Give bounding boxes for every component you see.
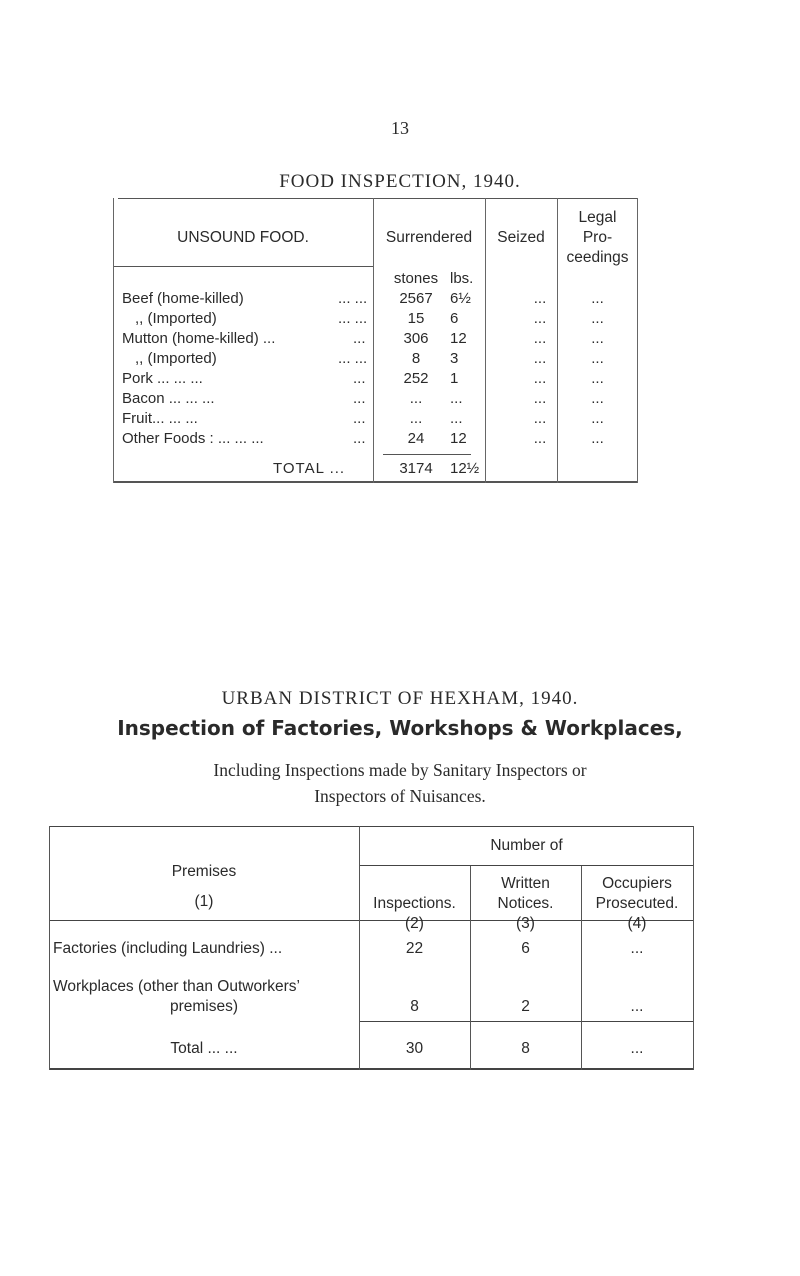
subtitle-line-2: Inspectors of Nuisances. (314, 786, 486, 806)
total-label: TOTAL ... (273, 460, 346, 477)
header-col4 (581, 874, 693, 934)
leader-dots: ... (353, 390, 366, 407)
row-label: Bacon ... ... ... (122, 390, 215, 407)
table-row (113, 390, 638, 410)
subtitle-line-1: Including Inspections made by Sanitary Inspectors or (213, 760, 587, 780)
total-stones: 3174 (399, 460, 433, 477)
row-label: Factories (including Laundries) ... (53, 940, 283, 957)
cell-lbs: 3 (450, 350, 459, 367)
total-rule (383, 454, 471, 455)
cell-lbs: 12 (450, 330, 467, 347)
cell-seized: ... (533, 410, 547, 427)
cell-seized: ... (533, 310, 547, 327)
cell-lbs: 6 (450, 310, 459, 327)
table-row (113, 430, 638, 450)
cell-legal: ... (591, 410, 604, 427)
header-rule (113, 266, 373, 267)
cell-lbs: ... (450, 390, 463, 407)
district-title: URBAN DISTRICT OF HEXHAM, 1940. (221, 688, 579, 709)
leader-dots: ... ... (338, 350, 368, 367)
total-inspections: 30 (405, 1040, 424, 1057)
table-row (113, 350, 638, 370)
header-col3 (470, 874, 581, 934)
units-row (113, 270, 638, 290)
cell-inspections: 8 (410, 998, 419, 1015)
factories-inspection-table (49, 826, 694, 1070)
table-row (113, 410, 638, 430)
row-label: Beef (home-killed) (122, 290, 244, 307)
header-number-of: Number of (490, 837, 563, 854)
cell-stones: ... (409, 390, 423, 407)
cell-legal: ... (591, 430, 604, 447)
header-written: Written (501, 875, 550, 892)
header-legal-line: Legal (578, 209, 617, 226)
row-label: Other Foods : ... ... ... (122, 430, 264, 447)
cell-lbs: 6½ (450, 290, 471, 307)
row-label: Pork ... ... ... (122, 370, 203, 387)
cell-legal: ... (591, 330, 604, 347)
food-inspection-table (113, 198, 638, 483)
header-col4-num: (4) (627, 915, 647, 932)
header-rule (359, 865, 694, 866)
leader-dots: ... (353, 410, 366, 427)
cell-stones: 306 (403, 330, 429, 347)
cell-stones: 2567 (399, 290, 433, 307)
header-legal (557, 208, 638, 268)
header-inspections: Inspections. (373, 895, 456, 912)
header-occupiers: Occupiers (602, 875, 672, 892)
row-label: ,, (Imported) (135, 350, 217, 367)
table-row (113, 310, 638, 330)
total-notices: 8 (521, 1040, 530, 1057)
header-col3-num: (3) (516, 915, 535, 932)
table-row (113, 290, 638, 310)
total-rule (359, 1021, 694, 1022)
cell-seized: ... (533, 390, 547, 407)
row-label: Mutton (home-killed) ... (122, 330, 276, 347)
cell-legal: ... (591, 350, 604, 367)
header-prosecuted: Prosecuted. (595, 895, 679, 912)
table-top-rule (49, 826, 694, 827)
leader-dots: ... ... (338, 290, 368, 307)
cell-stones: 8 (411, 350, 421, 367)
cell-seized: ... (533, 330, 547, 347)
cell-lbs: 1 (450, 370, 459, 387)
cell-notices: 2 (521, 998, 530, 1015)
cell-legal: ... (591, 310, 604, 327)
total-lbs: 12½ (450, 460, 480, 477)
total-prosecuted: ... (630, 1040, 644, 1057)
cell-seized: ... (533, 290, 547, 307)
cell-prosecuted: ... (630, 998, 644, 1015)
header-legal-line: Pro- (582, 229, 613, 246)
cell-lbs: 12 (450, 430, 467, 447)
leader-dots: ... (353, 370, 366, 387)
cell-seized: ... (533, 350, 547, 367)
table-bottom-rule (113, 481, 638, 483)
cell-legal: ... (591, 390, 604, 407)
cell-seized: ... (533, 430, 547, 447)
header-surrendered: Surrendered (385, 229, 473, 246)
header-unsound-food: UNSOUND FOOD. (177, 229, 309, 246)
leader-dots: ... (353, 330, 366, 347)
cell-stones: 252 (403, 370, 429, 387)
header-notices: Notices. (497, 895, 554, 912)
table-row (113, 370, 638, 390)
cell-stones: ... (409, 410, 423, 427)
header-seized: Seized (497, 229, 545, 246)
leader-dots: ... (353, 430, 366, 447)
header-col2-num: (2) (405, 915, 424, 932)
cell-legal: ... (591, 370, 604, 387)
cell-lbs: ... (450, 410, 463, 427)
cell-notices: 6 (521, 940, 530, 957)
total-row (113, 460, 638, 480)
row-label: Workplaces (other than Outworkers’ (53, 978, 300, 995)
cell-stones: 24 (407, 430, 425, 447)
header-legal-line: ceedings (566, 249, 629, 266)
row-label: Fruit... ... ... (122, 410, 198, 427)
total-label: Total ... ... (170, 1040, 238, 1057)
table-row (113, 330, 638, 350)
cell-legal: ... (591, 290, 604, 307)
page-number: 13 (391, 118, 409, 138)
row-label-continued: premises) (169, 998, 239, 1015)
unit-lbs: lbs. (450, 270, 474, 287)
leader-dots: ... ... (338, 310, 368, 327)
cell-inspections: 22 (405, 940, 424, 957)
cell-stones: 15 (407, 310, 425, 327)
header-premises: Premises (171, 863, 237, 880)
cell-seized: ... (533, 370, 547, 387)
column-divider (693, 826, 694, 1070)
table-top-rule (118, 198, 638, 199)
header-col2 (359, 874, 470, 934)
cell-prosecuted: ... (630, 940, 644, 957)
header-premises-num: (1) (194, 893, 214, 910)
food-inspection-title: FOOD INSPECTION, 1940. (279, 171, 521, 192)
unit-stones: stones (393, 270, 439, 287)
row-label: ,, (Imported) (135, 310, 217, 327)
factories-title: Inspection of Factories, Workshops & Workplaces, (117, 716, 683, 740)
table-bottom-rule (49, 1068, 694, 1070)
